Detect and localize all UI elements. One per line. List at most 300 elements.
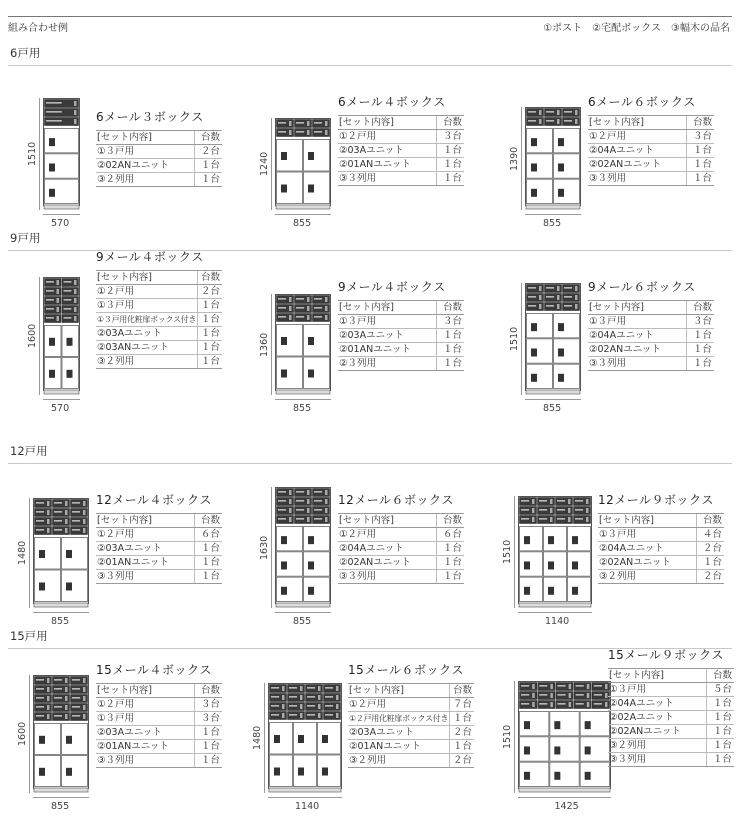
spec-header-set: [セット内容] (338, 116, 436, 130)
mailbox-dial (47, 687, 50, 692)
mail-slot (314, 491, 322, 492)
spec-part: ①３戸用 (96, 712, 194, 726)
spec-header-set: [セット内容] (338, 301, 436, 315)
mail-slot (539, 509, 547, 510)
mailbox-dial (307, 508, 310, 513)
cabinet-drawing (518, 681, 611, 793)
mail-slot (521, 500, 529, 501)
mail-slot (576, 703, 584, 704)
delivery-box-lock (308, 536, 314, 544)
height-dimension-label: 1360 (259, 332, 270, 357)
delivery-box-door (520, 762, 549, 786)
spec-qty: １台 (198, 355, 222, 369)
delivery-box-lock (531, 189, 537, 197)
spec-header-set: [セット内容] (338, 514, 436, 528)
spec-row (96, 285, 222, 299)
mail-slot (278, 122, 286, 123)
spec-block (588, 93, 714, 186)
mail-slot (72, 679, 80, 680)
mailbox-dial (307, 306, 310, 311)
spec-row (96, 556, 222, 570)
mailbox-dial (325, 315, 328, 320)
spec-header-set: [セット内容] (96, 684, 194, 698)
mailbox-dial (47, 714, 50, 719)
spec-part: ①３戸用 (96, 299, 198, 313)
mail-slot (54, 511, 62, 512)
mail-slot (564, 111, 572, 112)
mail-slot (63, 299, 71, 300)
spec-header-qty: 台数 (436, 301, 464, 315)
spec-row (96, 299, 222, 313)
cabinet-plinth (269, 788, 341, 792)
mail-slot (46, 111, 62, 112)
mailbox-dial (569, 693, 572, 698)
spec-qty: １台 (198, 341, 222, 355)
spec-row (608, 711, 734, 725)
spec-qty: １台 (436, 357, 464, 371)
mailbox-dial (300, 704, 303, 709)
mail-slot (307, 687, 315, 688)
spec-qty: １台 (194, 159, 222, 173)
spec-part: ②04Aユニット (588, 144, 686, 158)
mailbox-dial (307, 121, 310, 126)
spec-row (96, 698, 222, 712)
combination-name: 9メール４ボックス (96, 250, 204, 264)
spec-header-row (338, 301, 464, 315)
spec-part: ③３列用 (96, 754, 194, 768)
spec-part: ③２列用 (96, 173, 194, 187)
spec-qty: １台 (706, 725, 734, 739)
delivery-box-door (580, 762, 609, 786)
spec-qty: １台 (706, 739, 734, 753)
mail-slot (546, 120, 554, 121)
mail-slot (557, 703, 565, 704)
mail-slot (546, 296, 554, 297)
mail-slot (546, 287, 554, 288)
spec-row (348, 712, 474, 726)
delivery-box-lock (531, 323, 537, 331)
mailbox-dial (575, 286, 578, 291)
mailbox-dial (532, 684, 535, 689)
spec-header-qty: 台数 (686, 116, 714, 130)
mail-slot (564, 305, 572, 306)
height-dimension-label: 1240 (259, 151, 270, 176)
mailbox-dial (65, 519, 68, 524)
mailbox-dial (307, 297, 310, 302)
delivery-box-lock (524, 561, 530, 569)
mail-slot (54, 715, 62, 716)
spec-part: ①２戸用化粧扉ボックス付き (348, 712, 450, 726)
height-dimension-line (514, 681, 515, 793)
delivery-box-door (554, 154, 580, 178)
mailbox-dial (56, 289, 59, 294)
spec-part: ③３列用 (588, 172, 686, 186)
mailbox-dial (300, 713, 303, 718)
delivery-box-lock (531, 374, 537, 382)
delivery-box-lock (66, 370, 72, 378)
delivery-box-lock (281, 185, 287, 193)
mailbox-dial (550, 702, 553, 707)
spec-part: ②３列用 (338, 357, 436, 371)
delivery-box-lock (322, 735, 328, 743)
mail-slot (539, 685, 547, 686)
mail-slot (521, 694, 529, 695)
section-rule (8, 463, 732, 464)
spec-qty: ５台 (706, 683, 734, 697)
delivery-box-door (527, 339, 553, 363)
mail-slot (271, 687, 279, 688)
width-dimension-label: 855 (293, 218, 312, 229)
spec-row (96, 173, 222, 187)
spec-row (338, 343, 464, 357)
spec-block (608, 646, 734, 767)
mail-slot (325, 696, 333, 697)
spec-part: ①２戸用 (338, 528, 436, 542)
delivery-box-door (277, 140, 303, 172)
height-dimension-line (521, 107, 522, 210)
spec-block (96, 108, 222, 187)
delivery-box-door (277, 172, 303, 204)
delivery-box-lock (39, 583, 45, 591)
delivery-box-door (520, 577, 543, 601)
width-dimension-line (43, 399, 80, 400)
mail-slot (557, 509, 565, 510)
width-dimension-line (33, 797, 89, 798)
mail-slot (296, 500, 304, 501)
mail-slot (296, 131, 304, 132)
width-dimension-line (518, 612, 592, 613)
mail-slot (325, 687, 333, 688)
spec-part: ①３戸用 (338, 315, 436, 329)
mailbox-dial (550, 508, 553, 513)
spec-part: ②01ANユニット (338, 343, 436, 357)
height-dimension-line (271, 118, 272, 210)
spec-part: ①３戸用化粧扉ボックス付き (96, 313, 198, 327)
spec-qty: １台 (194, 556, 222, 570)
spec-part: ②02ANユニット (588, 343, 686, 357)
mailbox-dial (550, 499, 553, 504)
mail-slot (289, 705, 297, 706)
cabinet-drawing (275, 118, 331, 210)
mailbox-dial (56, 298, 59, 303)
mailbox-dial (325, 130, 328, 135)
delivery-box-door (520, 552, 543, 576)
mail-slot (296, 316, 304, 317)
cabinet-drawing (525, 283, 581, 395)
delivery-box-lock (66, 550, 72, 558)
mailbox-dial (539, 119, 542, 124)
spec-header-qty: 台数 (436, 116, 464, 130)
spec-qty: ７台 (450, 698, 474, 712)
spec-part: ②03Aユニット (348, 726, 450, 740)
mailbox-dial (289, 130, 292, 135)
spec-row (588, 357, 714, 371)
delivery-box-door (62, 570, 88, 602)
height-dimension-label: 1510 (502, 724, 513, 749)
delivery-box-door (277, 325, 303, 357)
cabinet-drawing (268, 683, 342, 793)
mail-slot (46, 102, 62, 103)
mailbox-dial (289, 306, 292, 311)
delivery-box-lock (558, 323, 564, 331)
spec-part: ①２戸用 (338, 130, 436, 144)
page-title: 組み合わせ例 (8, 23, 68, 34)
spec-row (608, 725, 734, 739)
delivery-box-door (35, 570, 61, 602)
cabinet-drawing (33, 675, 89, 793)
spec-qty: ３台 (194, 712, 222, 726)
spec-row (96, 355, 222, 369)
delivery-box-lock (548, 561, 554, 569)
spec-row (588, 130, 714, 144)
spec-qty: １台 (450, 712, 474, 726)
width-dimension-label: 855 (293, 403, 312, 414)
mail-slot (72, 688, 80, 689)
spec-block (338, 93, 464, 186)
spec-block (338, 278, 464, 371)
delivery-box-lock (281, 561, 287, 569)
mailbox-dial (47, 501, 50, 506)
spec-table (588, 115, 714, 186)
height-dimension-line (39, 98, 40, 210)
spec-block (338, 491, 464, 584)
spec-part: ③３列用 (96, 570, 194, 584)
mail-slot (557, 500, 565, 501)
cabinet-plinth (44, 205, 79, 209)
mailbox-dial (325, 306, 328, 311)
spec-part: ③２列用 (96, 355, 198, 369)
mailbox-dial (289, 499, 292, 504)
mail-slot (72, 706, 80, 707)
spec-block (96, 661, 222, 768)
height-dimension-label: 1600 (26, 323, 38, 348)
spec-qty: ２台 (696, 570, 724, 584)
delivery-box-lock (531, 348, 537, 356)
spec-part: ②04Aユニット (338, 542, 436, 556)
width-dimension-label: 855 (51, 801, 70, 812)
mail-slot (278, 491, 286, 492)
spec-row (96, 570, 222, 584)
mailbox-dial (74, 110, 77, 115)
delivery-box-door (277, 552, 303, 576)
mailbox-dial (325, 508, 328, 513)
mail-slot (314, 298, 322, 299)
width-dimension-label: 1140 (545, 616, 570, 627)
mail-slot (63, 317, 71, 318)
mailbox-dial (325, 499, 328, 504)
mail-slot (296, 491, 304, 492)
delivery-box-lock (281, 337, 287, 345)
delivery-box-door (294, 755, 317, 787)
spec-row (338, 570, 464, 584)
spec-row (96, 740, 222, 754)
spec-row (96, 712, 222, 726)
spec-qty: ４台 (696, 528, 724, 542)
mailbox-dial (282, 686, 285, 691)
spec-part: ③３列用 (338, 570, 436, 584)
height-dimension-label: 1630 (259, 535, 270, 560)
delivery-box-door (554, 364, 580, 388)
spec-row (608, 683, 734, 697)
spec-header-qty: 台数 (706, 669, 734, 683)
spec-block (96, 248, 222, 369)
spec-part: ③３列用 (608, 753, 706, 767)
spec-table (96, 130, 222, 187)
delivery-box-door (270, 755, 293, 787)
mail-slot (521, 703, 529, 704)
spec-row (96, 754, 222, 768)
spec-header-qty: 台数 (198, 271, 222, 285)
spec-header-set: [セット内容] (96, 514, 194, 528)
combination-name: 12メール９ボックス (598, 493, 714, 507)
mail-slot (54, 529, 62, 530)
delivery-box-door (304, 172, 330, 204)
delivery-box-door (35, 538, 61, 570)
delivery-box-lock (558, 348, 564, 356)
spec-part: ①３戸用 (96, 145, 194, 159)
mail-slot (307, 714, 315, 715)
mailbox-dial (83, 519, 86, 524)
combination-name: 6メール６ボックス (588, 95, 696, 109)
mail-slot (594, 694, 602, 695)
mailbox-dial (325, 297, 328, 302)
spec-row (598, 570, 724, 584)
spec-row (338, 172, 464, 186)
delivery-box-lock (524, 772, 530, 780)
cabinet-plinth (276, 390, 330, 394)
mail-slot (314, 316, 322, 317)
width-dimension-line (43, 214, 80, 215)
spec-qty: １台 (436, 570, 464, 584)
mailbox-dial (47, 528, 50, 533)
mailbox-dial (318, 686, 321, 691)
delivery-box-door (520, 527, 543, 551)
spec-row (96, 145, 222, 159)
delivery-box-lock (572, 561, 578, 569)
delivery-box-lock (49, 163, 55, 171)
spec-part: ②01ANユニット (348, 740, 450, 754)
spec-header-set: [セット内容] (608, 669, 706, 683)
delivery-box-lock (531, 138, 537, 146)
delivery-box-lock (281, 536, 287, 544)
spec-table (338, 513, 464, 584)
width-dimension-line (275, 612, 331, 613)
mail-slot (54, 697, 62, 698)
spec-row (598, 542, 724, 556)
height-dimension-label: 1480 (252, 725, 263, 750)
mailbox-dial (47, 519, 50, 524)
mail-slot (289, 696, 297, 697)
spec-qty: ６台 (436, 528, 464, 542)
delivery-box-door (544, 577, 567, 601)
mail-slot (36, 529, 44, 530)
spec-row (338, 329, 464, 343)
mail-slot (278, 131, 286, 132)
spec-table (598, 513, 724, 584)
delivery-box-lock (322, 768, 328, 776)
delivery-box-door (277, 577, 303, 601)
height-dimension-label: 1510 (26, 141, 38, 166)
delivery-box-door (304, 527, 330, 551)
combination-name: 9メール６ボックス (588, 280, 696, 294)
mailbox-dial (539, 110, 542, 115)
mail-slot (546, 305, 554, 306)
combination-name: 12メール４ボックス (96, 493, 212, 507)
spec-row (348, 754, 474, 768)
delivery-box-door (568, 552, 591, 576)
spec-header-qty: 台数 (436, 514, 464, 528)
spec-row (338, 144, 464, 158)
spec-qty: １台 (194, 173, 222, 187)
mailbox-dial (65, 687, 68, 692)
mailbox-dial (289, 297, 292, 302)
section-title: 6戸用 (10, 46, 41, 60)
mailbox-dial (74, 280, 77, 285)
delivery-box-lock (572, 587, 578, 595)
combination-name: 15メール４ボックス (96, 663, 212, 677)
spec-qty: １台 (686, 343, 714, 357)
mail-slot (278, 316, 286, 317)
spec-part: ①２戸用 (96, 698, 194, 712)
mail-slot (528, 111, 536, 112)
spec-row (588, 158, 714, 172)
spec-qty: １台 (706, 697, 734, 711)
mail-slot (539, 703, 547, 704)
cabinet-drawing (525, 107, 581, 210)
delivery-box-door (304, 325, 330, 357)
delivery-box-lock (531, 163, 537, 171)
spec-qty: １台 (436, 172, 464, 186)
spec-qty: １台 (194, 570, 222, 584)
mail-slot (36, 520, 44, 521)
mail-slot (594, 703, 602, 704)
mailbox-dial (83, 528, 86, 533)
mail-slot (557, 518, 565, 519)
mail-slot (278, 509, 286, 510)
delivery-box-lock (308, 152, 314, 160)
delivery-box-door (527, 314, 553, 338)
combination-name: 9メール４ボックス (338, 280, 446, 294)
delivery-box-lock (548, 536, 554, 544)
delivery-box-lock (524, 536, 530, 544)
mail-slot (72, 715, 80, 716)
delivery-box-lock (274, 735, 280, 743)
delivery-box-lock (524, 721, 530, 729)
mailbox-dial (47, 678, 50, 683)
spec-part: ③２列用 (598, 570, 696, 584)
mailbox-dial (56, 307, 59, 312)
delivery-box-lock (572, 536, 578, 544)
width-dimension-line (525, 214, 581, 215)
mailbox-dial (532, 702, 535, 707)
mail-slot (575, 509, 583, 510)
mailbox-dial (83, 501, 86, 506)
spec-qty: １台 (686, 357, 714, 371)
mailbox-dial (318, 713, 321, 718)
mailbox-dial (289, 508, 292, 513)
mailbox-dial (587, 693, 590, 698)
width-dimension-label: 570 (51, 218, 70, 229)
combination-name: 12メール６ボックス (338, 493, 454, 507)
spec-row (588, 144, 714, 158)
delivery-box-door (35, 756, 61, 787)
spec-row (96, 341, 222, 355)
cabinet-drawing (275, 294, 331, 395)
cabinet-plinth (34, 603, 88, 607)
mail-slot (289, 687, 297, 688)
delivery-box-lock (49, 189, 55, 197)
delivery-box-lock (558, 189, 564, 197)
